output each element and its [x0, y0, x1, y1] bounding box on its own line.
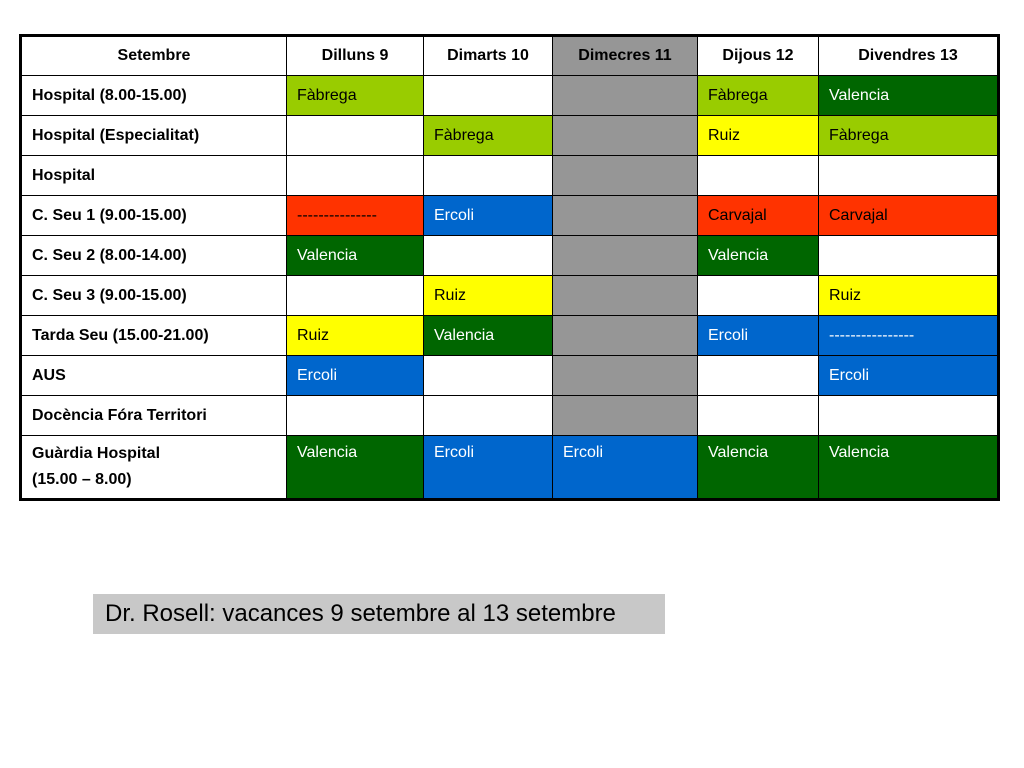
schedule-cell [553, 356, 698, 396]
schedule-cell [698, 356, 819, 396]
row-label-line: Hospital [32, 166, 96, 184]
schedule-cell [553, 396, 698, 436]
schedule-cell [553, 116, 698, 156]
schedule-cell [287, 276, 424, 316]
table-row [21, 156, 999, 196]
schedule-cell [553, 316, 698, 356]
header-row [21, 36, 999, 76]
vacation-note: Dr. Rosell: vacances 9 setembre al 13 setembre [93, 594, 665, 634]
schedule-cell [698, 276, 819, 316]
table-row [21, 316, 999, 356]
schedule-cell [819, 236, 999, 276]
schedule-cell [553, 156, 698, 196]
schedule-cell: Ercoli [698, 316, 819, 356]
row-label [21, 316, 287, 356]
header-day-5: Divendres 13 [819, 36, 999, 76]
schedule-cell: Valencia [287, 436, 424, 500]
row-label-line: Hospital (8.00-15.00) [32, 86, 187, 104]
row-label [21, 236, 287, 276]
schedule-cell: Valencia [698, 236, 819, 276]
schedule-cell: Ercoli [819, 356, 999, 396]
schedule-cell [287, 396, 424, 436]
schedule-cell: Ruiz [819, 276, 999, 316]
schedule-cell: Fàbrega [287, 76, 424, 116]
schedule-cell: Ercoli [424, 196, 553, 236]
schedule-cell: Valencia [287, 236, 424, 276]
schedule-cell [553, 276, 698, 316]
row-label-line: C. Seu 3 (9.00-15.00) [32, 286, 187, 304]
schedule-cell: Ruiz [287, 316, 424, 356]
schedule-cell: --------------- [287, 196, 424, 236]
schedule-cell: ---------------- [819, 316, 999, 356]
row-label [21, 196, 287, 236]
schedule-cell [698, 156, 819, 196]
table-row [21, 396, 999, 436]
row-label [21, 156, 287, 196]
table-row [21, 356, 999, 396]
schedule-cell [819, 156, 999, 196]
schedule-cell: Ercoli [287, 356, 424, 396]
header-month: Setembre [21, 36, 287, 76]
table-row [21, 276, 999, 316]
header-day-3: Dimecres 11 [553, 36, 698, 76]
schedule-cell [424, 76, 553, 116]
schedule-cell [553, 76, 698, 116]
table-row [21, 76, 999, 116]
table-row [21, 436, 999, 500]
schedule-cell [424, 156, 553, 196]
schedule-table [19, 34, 1000, 501]
row-label-line: AUS [32, 366, 66, 384]
schedule-cell [287, 156, 424, 196]
schedule-body [21, 76, 999, 500]
table-row [21, 196, 999, 236]
schedule-cell [553, 236, 698, 276]
row-label [21, 76, 287, 116]
row-label [21, 116, 287, 156]
schedule-cell [819, 396, 999, 436]
schedule-cell: Ercoli [424, 436, 553, 500]
schedule-cell [287, 116, 424, 156]
row-label-line: Hospital (Especialitat) [32, 126, 200, 144]
schedule-cell: Ruiz [698, 116, 819, 156]
row-label [21, 356, 287, 396]
schedule-cell [424, 236, 553, 276]
schedule-cell: Carvajal [819, 196, 999, 236]
schedule-cell: Valencia [819, 76, 999, 116]
schedule-cell: Fàbrega [424, 116, 553, 156]
header-day-2: Dimarts 10 [424, 36, 553, 76]
schedule-cell [424, 396, 553, 436]
header-day-1: Dilluns 9 [287, 36, 424, 76]
schedule-cell: Valencia [819, 436, 999, 500]
row-label-line: Docència Fóra Territori [32, 406, 207, 424]
schedule-cell [424, 356, 553, 396]
schedule-cell: Carvajal [698, 196, 819, 236]
schedule-cell [553, 196, 698, 236]
schedule-cell: Valencia [424, 316, 553, 356]
row-label-line: Tarda Seu (15.00-21.00) [32, 326, 209, 344]
row-label [21, 436, 287, 500]
row-label [21, 276, 287, 316]
row-label-line: C. Seu 1 (9.00-15.00) [32, 206, 187, 224]
schedule-cell: Ercoli [553, 436, 698, 500]
table-row [21, 236, 999, 276]
table-row [21, 116, 999, 156]
schedule-cell [698, 396, 819, 436]
row-label-line: (15.00 – 8.00) [32, 471, 132, 488]
header-day-4: Dijous 12 [698, 36, 819, 76]
row-label-line: C. Seu 2 (8.00-14.00) [32, 246, 187, 264]
schedule-cell: Ruiz [424, 276, 553, 316]
row-label [21, 396, 287, 436]
schedule-cell: Valencia [698, 436, 819, 500]
row-label-line: Guàrdia Hospital [32, 445, 161, 462]
schedule-cell: Fàbrega [698, 76, 819, 116]
schedule-cell: Fàbrega [819, 116, 999, 156]
